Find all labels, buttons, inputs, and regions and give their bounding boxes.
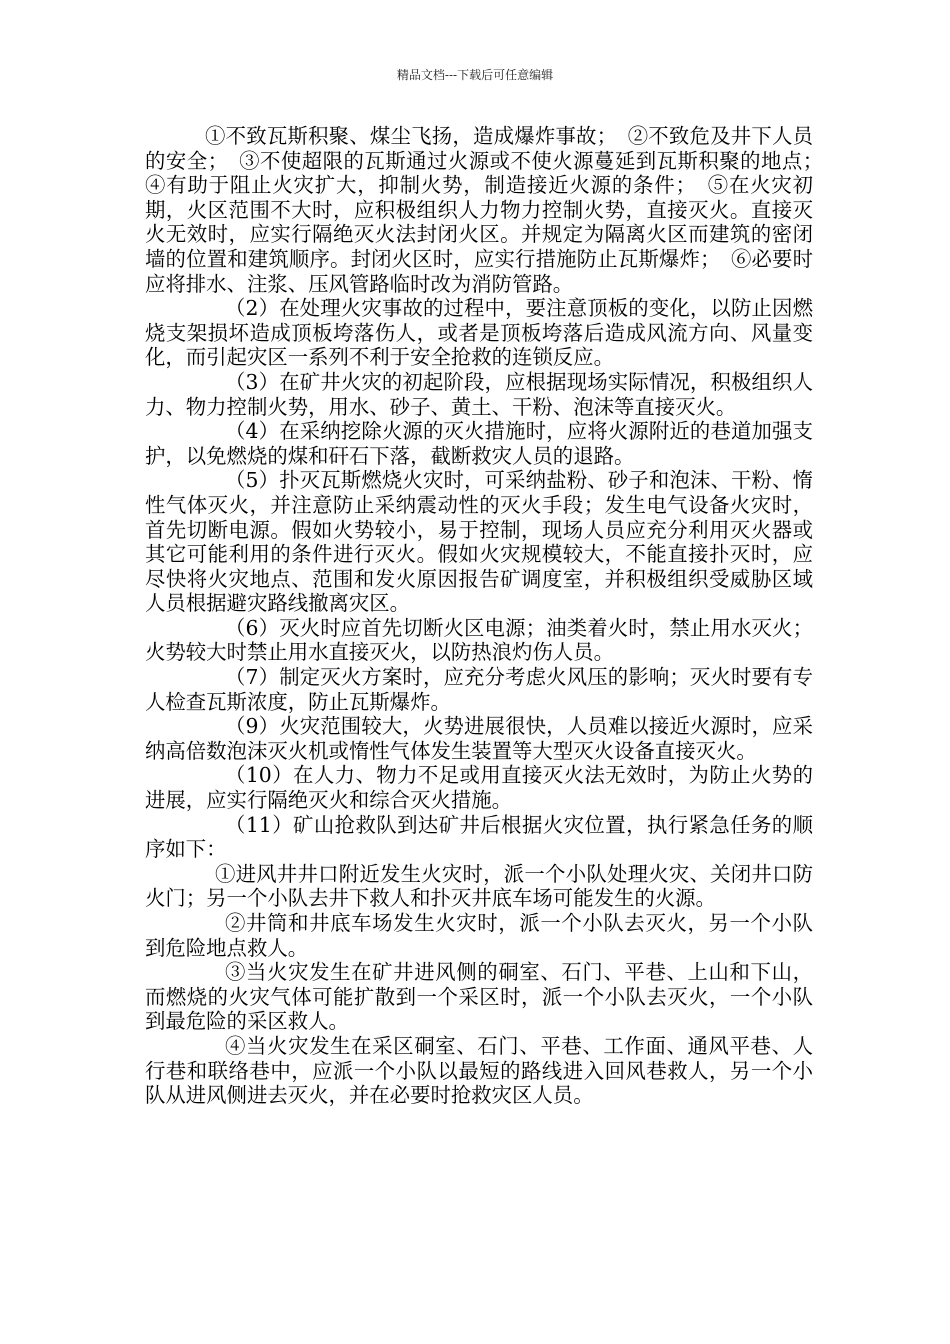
paragraph: ②井筒和井底车场发生火灾时，派一个小队去灭火，另一个小队到危险地点救人。	[145, 911, 813, 960]
paragraph: ④当火灾发生在采区硐室、石门、平巷、工作面、通风平巷、人行巷和联络巷中，应派一个小队以最短的路线进入回风巷救人，另一个小队从进风侧进去灭火，并在必要时抢救灾区人员。	[145, 1033, 813, 1108]
paragraph: （2）在处理火灾事故的过程中，要注意顶板的变化，以防止因燃烧支架损坏造成顶板垮落伤人，或者是顶板垮落后造成风流方向、风量变化，而引起灾区一系列不利于安全抢救的连锁反应。	[145, 296, 813, 370]
paragraph: ①不致瓦斯积聚、煤尘飞扬，造成爆炸事故； ②不致危及井下人员的安全； ③不使超限的瓦斯通过火源或不使火源蔓延到瓦斯积聚的地点； ④有助于阻止火灾扩大，抑制火势，制造接近火源的条件； ⑤在火灾初期，火区范围不大时，应积极组织人力物力控制火势，直接灭火。直接灭火无效时，应实行隔绝灭火法封闭火区。并规定为隔离火区而建筑的密闭墙的位置和建筑顺序。封闭火区时，应实行措施防止瓦斯爆炸； ⑥必要时应将排水、注浆、压风管路临时改为消防管路。	[145, 124, 834, 296]
page-header: 精品文档---下载后可任意编辑	[396, 68, 554, 82]
paragraph: ①进风井井口附近发生火灾时，派一个小队处理火灾、关闭井口防火门；另一个小队去井下救人和扑灭井底车场可能发生的火源。	[145, 861, 813, 911]
paragraph: （3）在矿井火灾的初起阶段，应根据现场实际情况，积极组织人力、物力控制火势，用水、砂子、黄土、干粉、泡沫等直接灭火。	[145, 369, 813, 419]
paragraph: （9）火灾范围较大，火势进展很快，人员难以接近火源时，应采纳高倍数泡沫灭火机或惰性气体发生装置等大型灭火设备直接灭火。	[145, 714, 813, 763]
paragraph: （11）矿山抢救队到达矿井后根据火灾位置，执行紧急任务的顺序如下：	[145, 812, 813, 862]
document-body	[145, 124, 834, 1108]
paragraph: （10）在人力、物力不足或用直接灭火法无效时，为防止火势的进展，应实行隔绝灭火和综合灭火措施。	[145, 763, 813, 813]
paragraph: ③当火灾发生在矿井进风侧的硐室、石门、平巷、上山和下山，而燃烧的火灾气体可能扩散到一个采区时，派一个小队去灭火，一个小队到最危险的采区救人。	[145, 960, 813, 1034]
paragraph: （6）灭火时应首先切断火区电源；油类着火时，禁止用水灭火；火势较大时禁止用水直接灭火，以防热浪灼伤人员。	[145, 615, 813, 665]
paragraph: （7）制定灭火方案时，应充分考虑火风压的影响；灭火时要有专人检查瓦斯浓度，防止瓦斯爆炸。	[145, 665, 813, 714]
paragraph: （5）扑灭瓦斯燃烧火灾时，可采纳盐粉、砂子和泡沫、干粉、惰性气体灭火，并注意防止采纳震动性的灭火手段；发生电气设备火灾时，首先切断电源。假如火势较小，易于控制，现场人员应充分利用灭火器或其它可能利用的条件进行灭火。假如火灾规模较大，不能直接扑灭时，应尽快将火灾地点、范围和发火原因报告矿调度室，并积极组织受威胁区域人员根据避灾路线撤离灾区。	[145, 468, 813, 616]
paragraph: （4）在采纳挖除火源的灭火措施时，应将火源附近的巷道加强支护，以免燃烧的煤和矸石下落，截断救灾人员的退路。	[145, 419, 813, 468]
